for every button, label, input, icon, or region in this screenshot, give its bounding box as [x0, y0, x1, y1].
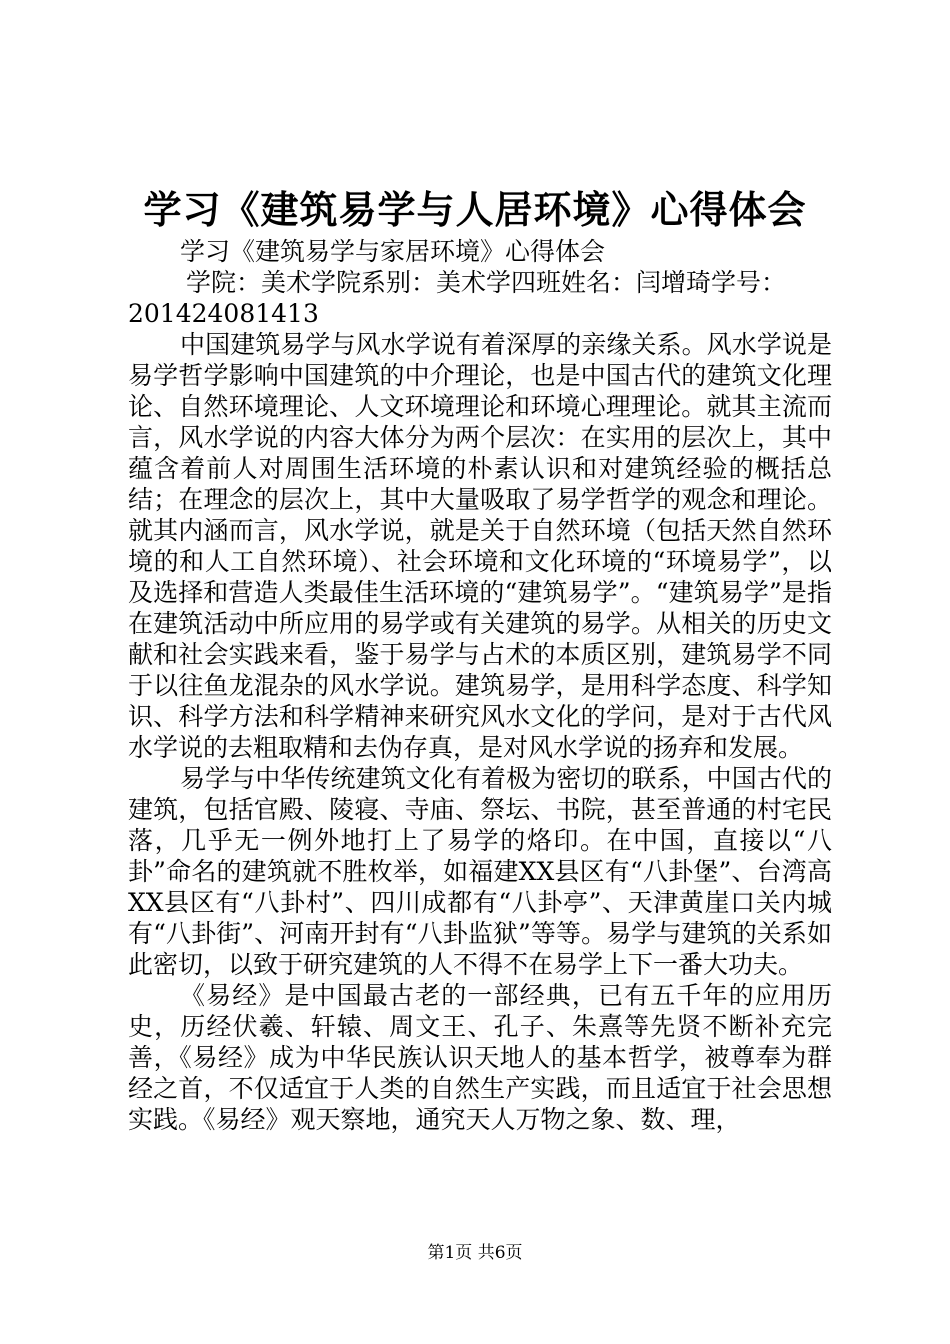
document-title: 学习《建筑易学与人居环境》心得体会: [143, 187, 807, 232]
document-body: [128, 236, 832, 1135]
student-id: 201424081413: [128, 299, 319, 328]
document-subtitle: 学习《建筑易学与家居环境》心得体会: [180, 237, 606, 266]
paragraph: 《易经》是中国最古老的一部经典，已有五千年的应用历史，历经伏羲、轩辕、周文王、孔子、朱熹等先贤不断补充完善，《易经》成为中华民族认识天地人的基本哲学，被尊奉为群经之首，不仅适宜于人类的自然生产实践，而且适宜于社会思想实践。《易经》观天察地，通究天人万物之象、数、理，: [128, 981, 832, 1134]
paragraph: 易学与中华传统建筑文化有着极为密切的联系，中国古代的建筑，包括官殿、陵寝、寺庙、祭坛、书院，甚至普通的村宅民落，几乎无一例外地打上了易学的烙印。在中国，直接以“八卦”命名的建筑就不胜枚举，如福建XX县区有“八卦堡”、台湾高XX县区有“八卦村”、四川成都有“八卦亭”、天津黄崖口关内城有“八卦街”、河南开封有“八卦监狱”等等。易学与建筑的关系如此密切，以致于研究建筑的人不得不在易学上下一番大功夫。: [128, 764, 832, 979]
paragraph: 中国建筑易学与风水学说有着深厚的亲缘关系。风水学说是易学哲学影响中国建筑的中介理论，也是中国古代的建筑文化理论、自然环境理论、人文环境理论和环境心理理论。就其主流而言，风水学说的内容大体分为两个层次：在实用的层次上，其中蕴含着前人对周围生活环境的朴素认识和对建筑经验的概括总结；在理念的层次上，其中大量吸取了易学哲学的观念和理论。就其内涵而言，风水学说，就是关于自然环境（包括天然自然环境的和人工自然环境）、社会环境和文化环境的“环境易学”，以及选择和营造人类最佳生活环境的“建筑易学”。“建筑易学”是指在建筑活动中所应用的易学或有关建筑的易学。从相关的历史文献和社会实践来看，鉴于易学与占术的本质区别，建筑易学不同于以往鱼龙混杂的风水学说。建筑易学，是用科学态度、科学知识、科学方法和科学精神来研究风水文化的学问，是对于古代风水学说的去粗取精和去伪存真，是对风水学说的扬弃和发展。: [128, 330, 832, 762]
author-info-line: 学院：美术学院系别：美术学四班姓名：闫增琦学号：: [186, 268, 787, 297]
page-number-footer: 第1页 共6页: [427, 1243, 523, 1263]
